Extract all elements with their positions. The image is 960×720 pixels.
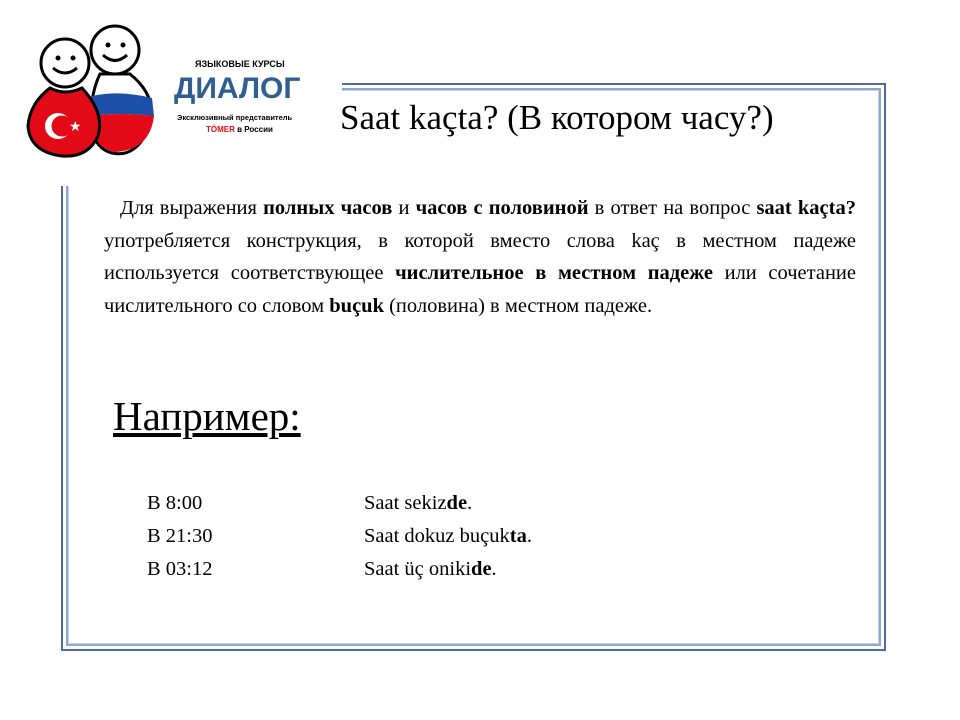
svg-text:TÖMER в России: TÖMER в России [206, 125, 273, 134]
paragraph-segment: и [392, 197, 416, 219]
paragraph-segment: числительное в местном падеже [395, 262, 713, 284]
slide-title: Saat kaçta? (В котором часу?) [340, 98, 774, 137]
paragraph-segment: в ответ на вопрос [588, 197, 757, 219]
paragraph-segment: или сочетание числительного со словом [104, 262, 856, 317]
example-heading: Например: [113, 393, 301, 439]
paragraph-segment: полных часов [263, 197, 393, 219]
example-row [147, 492, 473, 515]
paragraph-segment: часов с половиной [415, 197, 589, 219]
example-translation: Saat üç onikide. [364, 558, 497, 580]
svg-text:ЯЗЫКОВЫЕ КУРСЫ: ЯЗЫКОВЫЕ КУРСЫ [195, 59, 285, 69]
paragraph-segment: Для выражения [120, 197, 264, 219]
turkey-figure-icon [28, 39, 100, 156]
paragraph-segment: buçuk [329, 294, 384, 317]
example-time: В 03:12 [147, 558, 213, 580]
svg-text:Эксклюзивный представитель: Эксклюзивный представитель [177, 113, 293, 122]
paragraph-segment: (половина) в местном падеже. [383, 294, 653, 317]
svg-text:★: ★ [69, 120, 82, 135]
paragraph-segment: употребляется конструкция, в которой вместо слова kaç в местном падеже используется соответствующее [104, 229, 856, 284]
example-time: В 21:30 [147, 525, 213, 547]
example-translation: Saat sekizde. [364, 492, 473, 514]
body-paragraph [104, 192, 856, 322]
example-time: В 8:00 [147, 492, 203, 514]
paragraph-segment: saat kaçta? [756, 197, 856, 219]
example-row [147, 525, 532, 548]
dialog-logo [20, 18, 320, 168]
svg-text:ДИАЛОГ: ДИАЛОГ [174, 72, 301, 105]
example-row [147, 558, 497, 581]
example-translation: Saat dokuz buçukta. [364, 525, 532, 547]
